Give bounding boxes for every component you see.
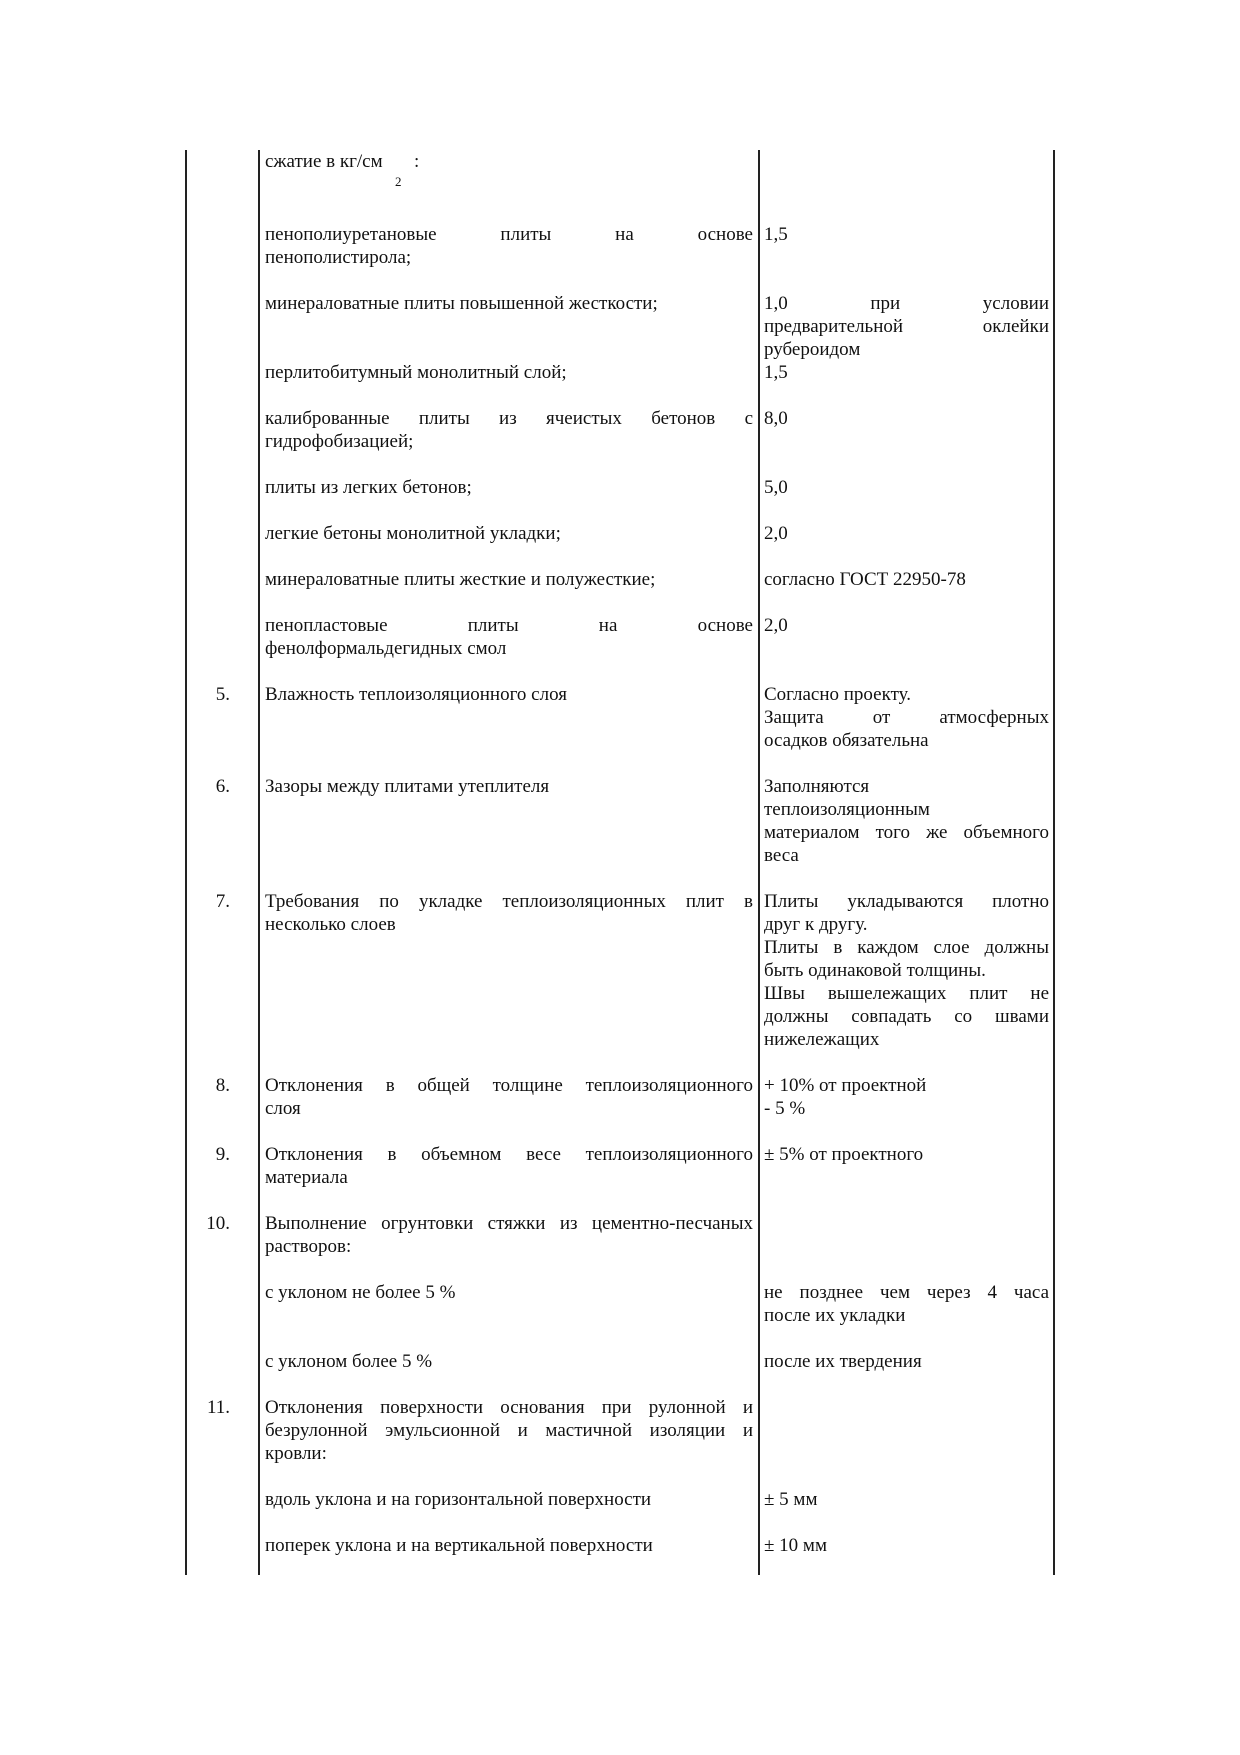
row-1-value: 1,5 <box>764 224 788 245</box>
table-divider-2 <box>758 150 760 1575</box>
row-11-value-line-3: Плиты в каждом слое должны <box>764 937 1049 958</box>
row-7-text: минераловатные плиты жесткие и полужесткие; <box>265 569 656 590</box>
row-18-value: ± 5 мм <box>764 1489 818 1510</box>
row-2-value-line-2: предварительной оклейки <box>764 316 1049 337</box>
row-19-value: ± 10 мм <box>764 1535 827 1556</box>
row-4-text-line-1: калиброванные плиты из ячеистых бетонов с <box>265 408 753 429</box>
row-16-text: с уклоном более 5 % <box>265 1351 433 1372</box>
row-11-value-line-7: нижележащих <box>764 1029 880 1050</box>
row-11-value-line-2: друг к другу. <box>764 914 868 935</box>
row-6-value: 2,0 <box>764 523 788 544</box>
row-13-text-line-1: Отклонения в объемном весе теплоизоляционного <box>265 1144 753 1165</box>
row-11-value-line-6: должны совпадать со швами <box>764 1006 1049 1027</box>
row-17-text-line-2: безрулонной эмульсионной и мастичной изоляции и <box>265 1420 753 1441</box>
row-9-value-line-3: осадков обязательна <box>764 730 929 751</box>
row-10-text: Зазоры между плитами утеплителя <box>265 776 550 797</box>
row-11-value-line-5: Швы вышележащих плит не <box>764 983 1049 1004</box>
row-9-value-line-2: Защита от атмосферных <box>764 707 1049 728</box>
row-8-value: 2,0 <box>764 615 788 636</box>
row-2-value-line-3: рубероидом <box>764 339 861 360</box>
row-5-text: плиты из легких бетонов; <box>265 477 472 498</box>
row-11-number: 7. <box>215 891 230 912</box>
row-15-value-line-1: не позднее чем через 4 часа <box>764 1282 1049 1303</box>
row-19-text: поперек уклона и на вертикальной поверхности <box>265 1535 653 1556</box>
row-2-value-line-1: 1,0 при условии <box>764 293 1049 314</box>
row-3-text: перлитобитумный монолитный слой; <box>265 362 567 383</box>
row-10-value-line-2: теплоизоляционным <box>764 799 930 820</box>
row-10-value-line-3: материалом того же объемного <box>764 822 1049 843</box>
row-10-number: 6. <box>215 776 230 797</box>
row-5-value: 5,0 <box>764 477 788 498</box>
row-4-text-line-2: гидрофобизацией; <box>265 431 414 452</box>
row-10-value-line-4: веса <box>764 845 799 866</box>
row-17-number: 11. <box>206 1397 230 1418</box>
table-border-left <box>185 150 187 1575</box>
table-divider-1 <box>258 150 260 1575</box>
row-0-superscript: 2 <box>395 174 402 189</box>
row-17-text-line-1: Отклонения поверхности основания при рулонной и <box>265 1397 753 1418</box>
row-11-text-line-2: несколько слоев <box>265 914 396 935</box>
row-9-value-line-1: Согласно проекту. <box>764 684 911 705</box>
row-8-text-line-2: фенолформальдегидных смол <box>265 638 507 659</box>
row-6-text: легкие бетоны монолитной укладки; <box>265 523 561 544</box>
row-0-text-pre: сжатие в кг/см <box>265 151 383 172</box>
row-9-number: 5. <box>215 684 230 705</box>
row-11-value-line-1: Плиты укладываются плотно <box>764 891 1049 912</box>
row-9-text: Влажность теплоизоляционного слоя <box>265 684 567 705</box>
row-12-value-line-2: - 5 % <box>764 1098 806 1119</box>
row-14-number: 10. <box>206 1213 230 1234</box>
row-1-text-line-1: пенополиуретановые плиты на основе <box>265 224 753 245</box>
row-17-text-line-3: кровли: <box>265 1443 327 1464</box>
row-0-colon: : <box>414 151 420 172</box>
row-11-text-line-1: Требования по укладке теплоизоляционных плит в <box>265 891 753 912</box>
row-13-text-line-2: материала <box>265 1167 348 1188</box>
table-border-right <box>1053 150 1055 1575</box>
row-4-value: 8,0 <box>764 408 788 429</box>
row-3-value: 1,5 <box>764 362 788 383</box>
row-18-text: вдоль уклона и на горизонтальной поверхности <box>265 1489 652 1510</box>
row-13-value: ± 5% от проектного <box>764 1144 924 1165</box>
row-15-text: с уклоном не более 5 % <box>265 1282 456 1303</box>
row-2-text: минераловатные плиты повышенной жесткости; <box>265 293 658 314</box>
row-16-value: после их твердения <box>764 1351 922 1372</box>
row-11-value-line-4: быть одинаковой толщины. <box>764 960 986 981</box>
row-14-text-line-1: Выполнение огрунтовки стяжки из цементно-песчаных <box>265 1213 753 1234</box>
row-15-value-line-2: после их укладки <box>764 1305 906 1326</box>
row-13-number: 9. <box>215 1144 230 1165</box>
row-12-value-line-1: + 10% от проектной <box>764 1075 927 1096</box>
row-0-text <box>265 150 383 173</box>
row-12-number: 8. <box>215 1075 230 1096</box>
row-8-text-line-1: пенопластовые плиты на основе <box>265 615 753 636</box>
row-14-text-line-2: растворов: <box>265 1236 352 1257</box>
row-12-text-line-2: слоя <box>265 1098 301 1119</box>
row-1-text-line-2: пенополистирола; <box>265 247 412 268</box>
row-12-text-line-1: Отклонения в общей толщине теплоизоляционного <box>265 1075 753 1096</box>
row-7-value: согласно ГОСТ 22950-78 <box>764 569 966 590</box>
row-10-value-line-1: Заполняются <box>764 776 870 797</box>
